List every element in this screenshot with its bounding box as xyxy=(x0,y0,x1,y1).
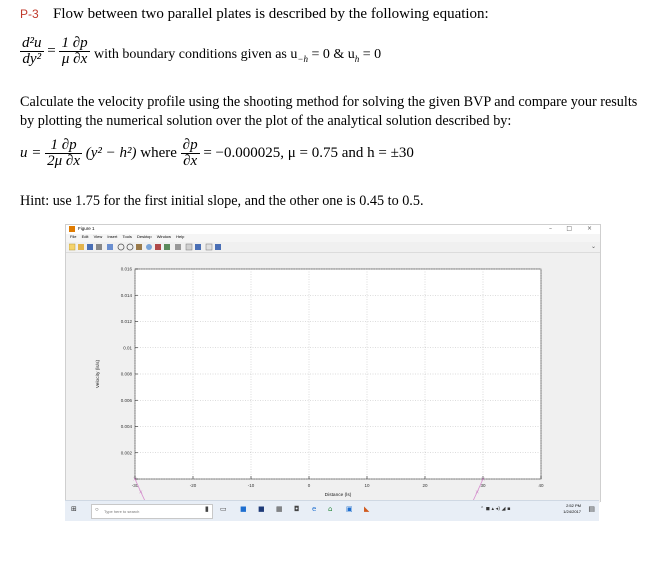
y-tick-label: 0.002 xyxy=(120,450,132,456)
figure-window xyxy=(65,224,601,502)
app-icon-2[interactable]: ■ xyxy=(258,505,265,513)
new-icon[interactable] xyxy=(69,244,75,250)
print-icon[interactable] xyxy=(96,244,102,250)
bc-end: = 0 xyxy=(359,47,382,62)
hint-text: Hint: use 1.75 for the first initial slope, and the other one is 0.45 to 0.5. xyxy=(20,193,424,209)
maximize-button[interactable]: □ xyxy=(566,225,572,232)
search-placeholder: Type here to search xyxy=(104,509,140,514)
app-icon-3[interactable]: ▦ xyxy=(276,505,283,513)
y-tick-label: 0.006 xyxy=(120,397,132,403)
dock-icon[interactable] xyxy=(215,244,221,250)
colorbar-icon[interactable] xyxy=(186,244,192,250)
y-tick-label: 0.01 xyxy=(123,345,132,351)
tray-icons[interactable]: ⌃ ◼ ▴ ◂) ◢ ▪ xyxy=(480,506,511,512)
figure-title: Figure 1 xyxy=(78,226,95,231)
bc-mid: = 0 & u xyxy=(307,47,355,62)
dpdx-denominator: ∂x xyxy=(183,153,198,169)
clock-date: 1/24/2017 xyxy=(563,509,581,514)
y-tick-label: 0.004 xyxy=(120,424,132,429)
microphone-icon[interactable]: ▮ xyxy=(205,505,209,513)
notification-icon[interactable]: ▤ xyxy=(588,505,595,513)
app-icon-4[interactable]: ◘ xyxy=(294,505,300,513)
x-tick-label: -20 xyxy=(189,483,197,488)
close-button[interactable]: × xyxy=(586,225,592,232)
matlab-taskbar-icon[interactable]: ◣ xyxy=(364,505,370,513)
ode-equation xyxy=(20,36,90,67)
open-icon[interactable] xyxy=(78,244,84,250)
coef-denominator: 2μ ∂x xyxy=(47,153,80,169)
series-numerical-marker xyxy=(139,491,142,494)
link-icon[interactable] xyxy=(175,244,181,250)
lhs-fraction xyxy=(20,36,44,67)
rhs-denominator: μ ∂x xyxy=(61,51,88,67)
datacursor-icon[interactable] xyxy=(155,244,161,250)
menu-file[interactable]: File xyxy=(70,234,77,239)
cortana-icon: ○ xyxy=(95,507,99,513)
menu-view[interactable]: View xyxy=(93,234,103,239)
x-tick-label: 40 xyxy=(538,483,544,488)
x-tick-label: 10 xyxy=(364,483,370,488)
bc-sub-minus-h: −h xyxy=(297,53,308,64)
edit-plot-icon[interactable] xyxy=(107,244,113,250)
browser-icon[interactable]: e xyxy=(312,505,317,513)
chevron-down-icon[interactable]: ⌄ xyxy=(590,243,596,250)
store-icon[interactable]: ⌂ xyxy=(328,505,333,513)
analytical-equation xyxy=(20,138,414,169)
y-tick-label: 0.008 xyxy=(120,371,132,377)
coef-numerator: 1 ∂p xyxy=(45,138,82,154)
menu-edit[interactable]: Edit xyxy=(81,234,89,239)
app-icon-1[interactable]: ■ xyxy=(240,505,247,513)
taskbar xyxy=(65,500,599,521)
clock[interactable] xyxy=(563,503,581,515)
pan-icon[interactable] xyxy=(136,244,142,250)
y-axis-label: Velocity (ls/s) xyxy=(96,359,101,389)
x-axis-label: Distance (ls) xyxy=(324,493,352,498)
lhs-numerator: d²u xyxy=(22,35,42,51)
y-tick-label: 0.012 xyxy=(120,319,132,324)
dpdx-fraction xyxy=(181,138,200,169)
search-input[interactable] xyxy=(91,504,213,519)
legend-icon[interactable] xyxy=(195,244,201,250)
instruction-paragraph: Calculate the velocity profile using the shooting method for solving the given BVP and compare your results by plotting the numerical solution over the plot of the analytical solution described by: xyxy=(20,94,638,129)
rhs-fraction xyxy=(59,36,89,67)
plot-area xyxy=(66,253,600,503)
menu-desktop[interactable]: Desktop xyxy=(136,234,152,239)
windows-start-icon[interactable]: ⊞ xyxy=(71,505,77,513)
u-equals: u = xyxy=(20,144,42,161)
x-tick-label: -30 xyxy=(131,483,139,488)
dpdx-numerator: ∂p xyxy=(182,137,198,153)
series-numerical-marker xyxy=(476,491,479,494)
zoom-in-icon[interactable] xyxy=(118,244,124,250)
hide-tools-icon[interactable] xyxy=(206,244,212,250)
paren-term: (y² − h²) xyxy=(85,144,137,161)
param-values: = −0.000025, μ = 0.75 and h = ±30 xyxy=(203,144,414,161)
chart-svg xyxy=(66,253,600,501)
bc-text: with boundary conditions given as u xyxy=(94,47,298,62)
save-icon[interactable] xyxy=(87,244,93,250)
lhs-denominator: dy² xyxy=(22,51,42,67)
zoom-out-icon[interactable] xyxy=(127,244,133,250)
toolbar-icons[interactable] xyxy=(69,242,269,252)
menu-help[interactable]: Help xyxy=(176,234,185,239)
clock-time: 2:52 PM xyxy=(566,503,581,508)
coef-fraction xyxy=(45,138,82,169)
problem-label: P-3 xyxy=(20,7,39,21)
menu-window[interactable]: Window xyxy=(156,234,171,239)
equals-sign: = xyxy=(47,42,56,59)
bc-sub-h: h xyxy=(354,53,360,64)
rotate-icon[interactable] xyxy=(146,244,152,250)
figure-titlebar xyxy=(66,225,600,234)
y-tick-label: 0.016 xyxy=(120,266,132,272)
x-tick-label: -10 xyxy=(247,483,255,488)
matlab-logo-icon xyxy=(69,226,75,232)
figure-menubar xyxy=(66,234,600,242)
minimize-button[interactable]: – xyxy=(549,225,552,232)
menu-tools[interactable]: Tools xyxy=(122,234,132,239)
where-word: where xyxy=(140,144,177,161)
problem-title: Flow between two parallel plates is described by the following equation: xyxy=(53,6,489,22)
task-view-icon[interactable]: ▭ xyxy=(220,505,227,513)
rhs-numerator: 1 ∂p xyxy=(61,35,88,51)
figure-toolbar xyxy=(66,242,600,253)
y-tick-label: 0.014 xyxy=(120,292,132,298)
x-tick-label: 0 xyxy=(307,483,311,488)
x-tick-label: 20 xyxy=(422,483,428,488)
menu-insert[interactable]: Insert xyxy=(107,234,118,239)
boundary-conditions xyxy=(94,47,381,64)
x-tick-label: 30 xyxy=(480,483,486,488)
app-icon-5[interactable]: ▣ xyxy=(346,505,353,513)
brush-icon[interactable] xyxy=(164,244,170,250)
